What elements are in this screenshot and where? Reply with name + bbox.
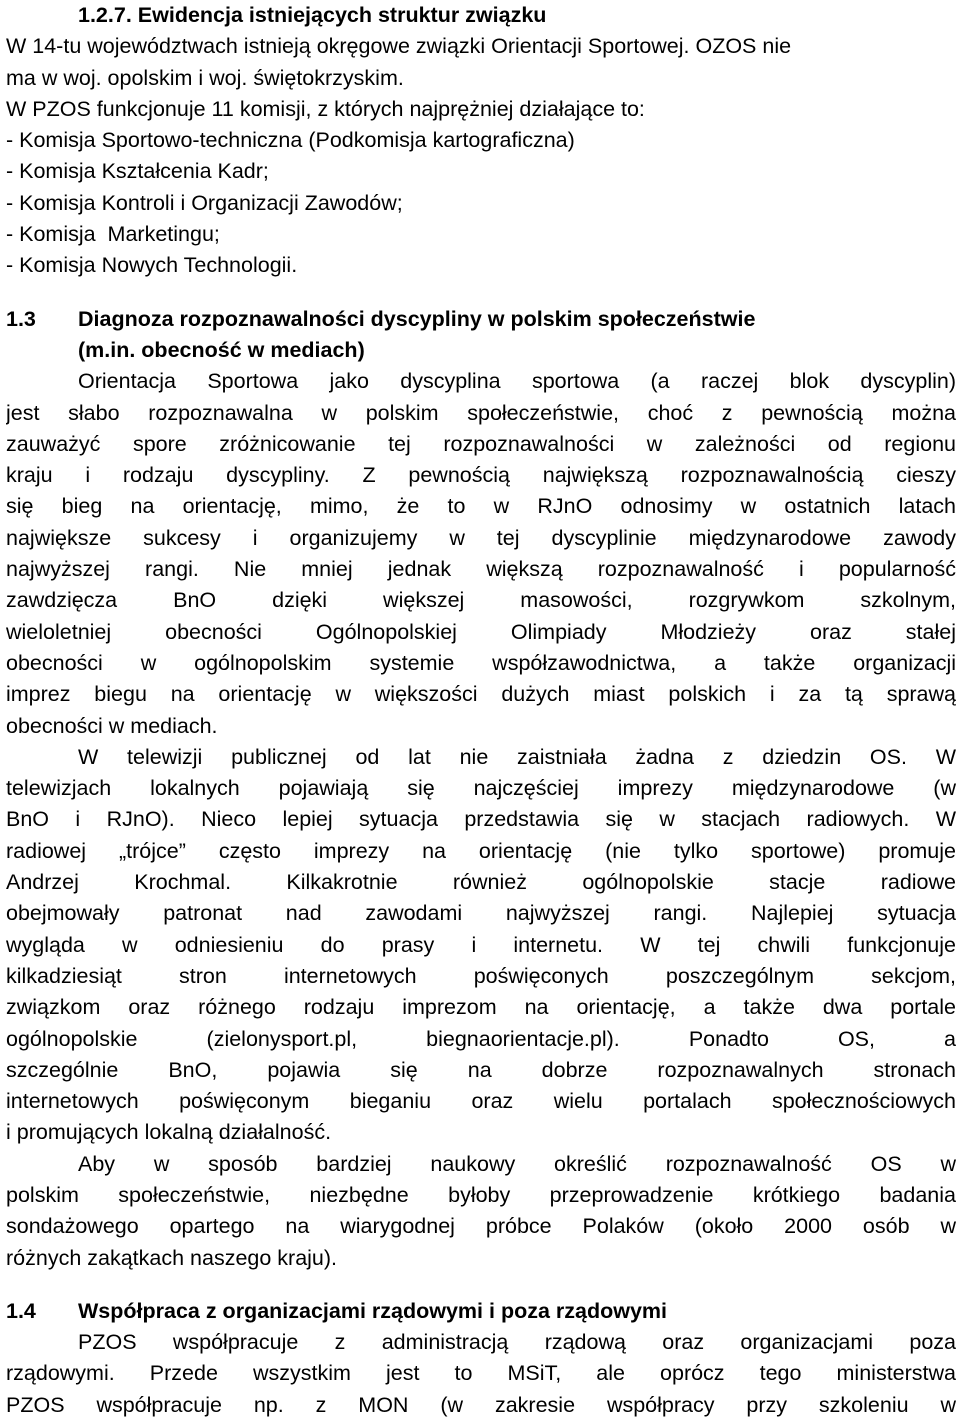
paragraph-line: zawdzięcza BnO dzięki większej masowości, rozgrywkom szkolnym, bbox=[6, 588, 956, 613]
paragraph-line: jest słabo rozpoznawalna w polskim społeczeństwie, choć z pewnością można bbox=[6, 400, 956, 425]
section-number: 1.2.7. bbox=[78, 3, 132, 27]
paragraph-line: PZOS współpracuje np. z MON (w zakresie współpracy przy szkoleniu w bbox=[6, 1392, 956, 1417]
paragraph-line: i promujących lokalną działalność. bbox=[6, 1120, 332, 1145]
section-number: 1.4 bbox=[6, 1298, 36, 1323]
paragraph-line: BnO i RJnO). Nieco lepiej sytuacja przedstawia się w stacjach radiowych. W bbox=[6, 807, 956, 832]
section-gap bbox=[6, 1274, 956, 1296]
list-item: - Komisja Kontroli i Organizacji Zawodów; bbox=[6, 190, 403, 215]
paragraph-line: się bieg na orientację, mimo, że to w RJnO odnosimy w ostatnich latach bbox=[6, 494, 956, 519]
paragraph-line: kilkadziesiąt stron internetowych poświęconych poszczególnym sekcjom, bbox=[6, 963, 956, 988]
section-title: Współpraca z organizacjami rządowymi i poza rządowymi bbox=[78, 1298, 668, 1323]
paragraph-line: szczególnie BnO, pojawia się na dobrze rozpoznawalnych stronach bbox=[6, 1057, 956, 1082]
paragraph-line: ogólnopolskie (zielonysport.pl, biegnaorientacje.pl). Ponadto OS, a bbox=[6, 1026, 956, 1051]
text-line: W PZOS funkcjonuje 11 komisji, z których najprężniej działające to: bbox=[6, 96, 645, 121]
paragraph-line: zauważyć spore zróżnicowanie tej rozpoznawalności w zależności od regionu bbox=[6, 431, 956, 456]
section-number: 1.3 bbox=[6, 306, 36, 331]
paragraph-line: obejmowały patronat nad zawodami najwyższej rangi. Najlepiej sytuacja bbox=[6, 901, 956, 926]
section-heading-1-2-7 bbox=[6, 0, 956, 31]
paragraph-line: sondażowego opartego na wiarygodnej próbce Polaków (około 2000 osób w bbox=[6, 1214, 956, 1239]
paragraph-line: obecności w mediach. bbox=[6, 713, 218, 738]
paragraph-line: związkom oraz różnego rodzaju imprezom na orientację, a także dwa portale bbox=[6, 995, 956, 1020]
paragraph-line: Andrzej Krochmal. Kilkakrotnie również ogólnopolskie stacje radiowe bbox=[6, 870, 956, 895]
paragraph-line: Orientacja Sportowa jako dyscyplina sportowa (a raczej blok dyscyplin) bbox=[78, 369, 956, 394]
paragraph-line: wygląda w odniesieniu do prasy i internetu. W tej chwili funkcjonuje bbox=[6, 932, 956, 957]
paragraph-line: różnych zakątkach naszego kraju). bbox=[6, 1245, 338, 1270]
paragraph-line: kraju i rodzaju dyscypliny. Z pewnością największą rozpoznawalnością cieszy bbox=[6, 463, 956, 488]
list-item: - Komisja Marketingu; bbox=[6, 222, 220, 247]
document-page bbox=[6, 0, 956, 1421]
section-title: Ewidencja istniejących struktur związku bbox=[137, 3, 547, 27]
paragraph-line: W telewizji publicznej od lat nie zaistniała żadna z dziedzin OS. W bbox=[78, 744, 956, 769]
paragraph-line: obecności w ogólnopolskim systemie współzawodnictwa, a także organizacji bbox=[6, 650, 956, 675]
paragraph-line: internetowych poświęconym bieganiu oraz wielu portalach społecznościowych bbox=[6, 1089, 956, 1114]
list-item: - Komisja Kształcenia Kadr; bbox=[6, 159, 269, 184]
paragraph-line: imprez biegu na orientację w większości dużych miast polskich i za tą sprawą bbox=[6, 682, 956, 707]
paragraph-line: telewizjach lokalnych pojawiają się najczęściej imprezy międzynarodowe (w bbox=[6, 776, 956, 801]
paragraph-line: PZOS współpracuje z administracją rządową oraz organizacjami poza bbox=[78, 1330, 956, 1355]
paragraph-line: wieloletniej obecności Ogólnopolskiej Olimpiady Młodzieży oraz stałej bbox=[6, 619, 956, 644]
section-title-continued: (m.in. obecność w mediach) bbox=[78, 337, 365, 362]
section-gap bbox=[6, 282, 956, 304]
paragraph-line: największe sukcesy i organizujemy w tej dyscyplinie międzynarodowe zawody bbox=[6, 525, 956, 550]
list-item: - Komisja Sportowo-techniczna (Podkomisja kartograficzna) bbox=[6, 128, 575, 153]
paragraph-line: Aby w sposób bardziej naukowy określić rozpoznawalność OS w bbox=[78, 1151, 956, 1176]
paragraph-line: polskim społeczeństwie, niezbędne byłoby przeprowadzenie krótkiego badania bbox=[6, 1182, 956, 1207]
paragraph-line: najwyższej rangi. Nie mniej jednak większą rozpoznawalność i popularność bbox=[6, 557, 956, 582]
text-line: ma w woj. opolskim i woj. świętokrzyskim. bbox=[6, 65, 404, 90]
section-title: Diagnoza rozpoznawalności dyscypliny w polskim społeczeństwie bbox=[78, 306, 756, 331]
paragraph-line: radiowej „trójce” często imprezy na orientację (nie tylko sportowe) promuje bbox=[6, 838, 956, 863]
section-heading-1-4 bbox=[6, 1296, 956, 1327]
list-item: - Komisja Nowych Technologii. bbox=[6, 253, 298, 278]
section-heading-1-3 bbox=[6, 304, 956, 335]
paragraph-line: rządowymi. Przede wszystkim jest to MSiT, ale oprócz tego ministerstwa bbox=[6, 1361, 956, 1386]
text-line: W 14-tu województwach istnieją okręgowe związki Orientacji Sportowej. OZOS nie bbox=[6, 34, 792, 59]
